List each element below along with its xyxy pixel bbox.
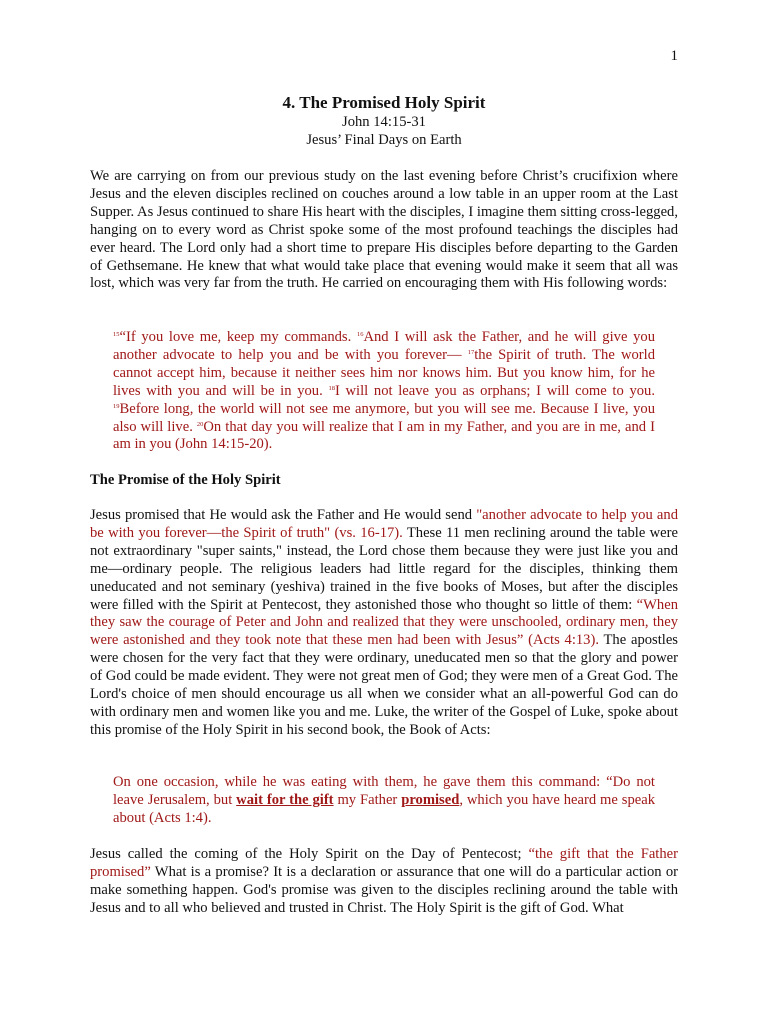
intro-paragraph — [90, 168, 678, 293]
paragraph-text: These 11 men reclining around the table were not extraordinary "super saints," instead, the Lord chose them because they were just like you and me—ordinary people. The religious leaders had little regard for the disciples, thinking them uneducated and not seminary (yeshiva) trained in the five books of Moses, but after the disciples were filled with the Spirit at Pentecost, they astonished those who thought so little of them: — [90, 524, 678, 613]
title-block — [90, 93, 678, 149]
verse-number: 18 — [328, 384, 335, 392]
scripture-quote-acts-1 — [113, 774, 655, 828]
paragraph-3 — [90, 846, 678, 918]
paragraph-2 — [90, 507, 678, 740]
inline-quote: “When they saw the courage of Peter and John and realized that they were unschooled, ordinary men, they were astonished and they took note that these men had been with Jesus” (Acts 4:13). — [90, 596, 678, 649]
verse-number: 15 — [113, 331, 120, 338]
scripture-reference: John 14:15-31 — [342, 114, 426, 130]
intro-paragraph-text: We are carrying on from our previous study on the last evening before Christ’s crucifixion where Jesus and the eleven disciples reclined on couches around a low table in an upper room at the Last Supper. As Jesus continued to share His heart with the disciples, I imagine them sitting cross-legged, hanging on to every word as Christ spoke some of the most profound teachings the disciples had ever heard. The Lord only had a short time to prepare His disciples before departing to the Garden of Gethsemane. He knew that what would take place that evening would make it seem that all was lost, which was very far from the truth. He carried on encouraging them with His following words: — [90, 168, 678, 292]
series-subtitle: Jesus’ Final Days on Earth — [306, 132, 462, 148]
paragraph-text: The apostles were chosen for the very fact that they were ordinary, uneducated men so that the glory and power of God could be made evident. They were not great men of God; they were men of a Great God. The Lord's choice of men should encourage us all when we consider what an all-powerful God can do with ordinary men and women like you and me. Luke, the writer of the Gospel of Luke, spoke about this promise of the Holy Spirit in his second book, the Book of Acts: — [90, 632, 678, 738]
emphasis-wait-for-the-gift: wait for the gift — [236, 791, 334, 808]
verse-number: 20 — [196, 420, 204, 428]
inline-quote: "another advocate to help you and be with you forever—the Spirit of truth" (vs. 16-17). — [90, 507, 678, 541]
page-number: 1 — [670, 48, 678, 64]
verse-number: 17 — [467, 348, 475, 356]
verse-text: I will not leave you as orphans; I will come to you. — [334, 382, 655, 399]
verse-number: 19 — [113, 402, 120, 410]
quote-text: On one occasion, while he was eating with them, he gave them this command: “Do not leave Jerusalem, but — [113, 774, 655, 808]
section-heading: The Promise of the Holy Spirit — [90, 472, 281, 488]
scripture-quote-john-14 — [113, 329, 655, 454]
paragraph-text: What is a promise? It is a declaration or assurance that one will do a particular action or make something happen. God's promise was given to the disciples reclining around the table with Jesus and to all who believed and trusted in Christ. The Holy Spirit is the gift of God. What — [90, 863, 678, 916]
paragraph-text: Jesus called the coming of the Holy Spirit on the Day of Pentecost; — [90, 846, 529, 862]
verse-number: 16 — [356, 331, 364, 338]
verse-text: Before long, the world will not see me anymore, but you will see me. Because I live, you also will live. — [113, 400, 655, 435]
quote-text: , which you have heard me speak about (Acts 1:4). — [113, 791, 655, 826]
quote-text: my Father — [333, 791, 402, 808]
paragraph-text: Jesus promised that He would ask the Father and He would send — [90, 507, 477, 523]
page-title: 4. The Promised Holy Spirit — [282, 93, 486, 112]
inline-quote: “the gift that the Father promised” — [90, 846, 678, 880]
verse-text: the Spirit of truth. The world cannot accept him, because it neither sees him nor knows him. But you know him, for he lives with you and will be in you. — [113, 346, 655, 399]
verse-text: On that day you will realize that I am in my Father, and you are in me, and I am in you (John 14:15-20). — [113, 418, 655, 453]
emphasis-promised: promised — [401, 791, 460, 808]
verse-text: “If you love me, keep my commands. — [119, 329, 357, 345]
verse-text: And I will ask the Father, and he will give you another advocate to help you and be with you forever— — [113, 329, 655, 363]
